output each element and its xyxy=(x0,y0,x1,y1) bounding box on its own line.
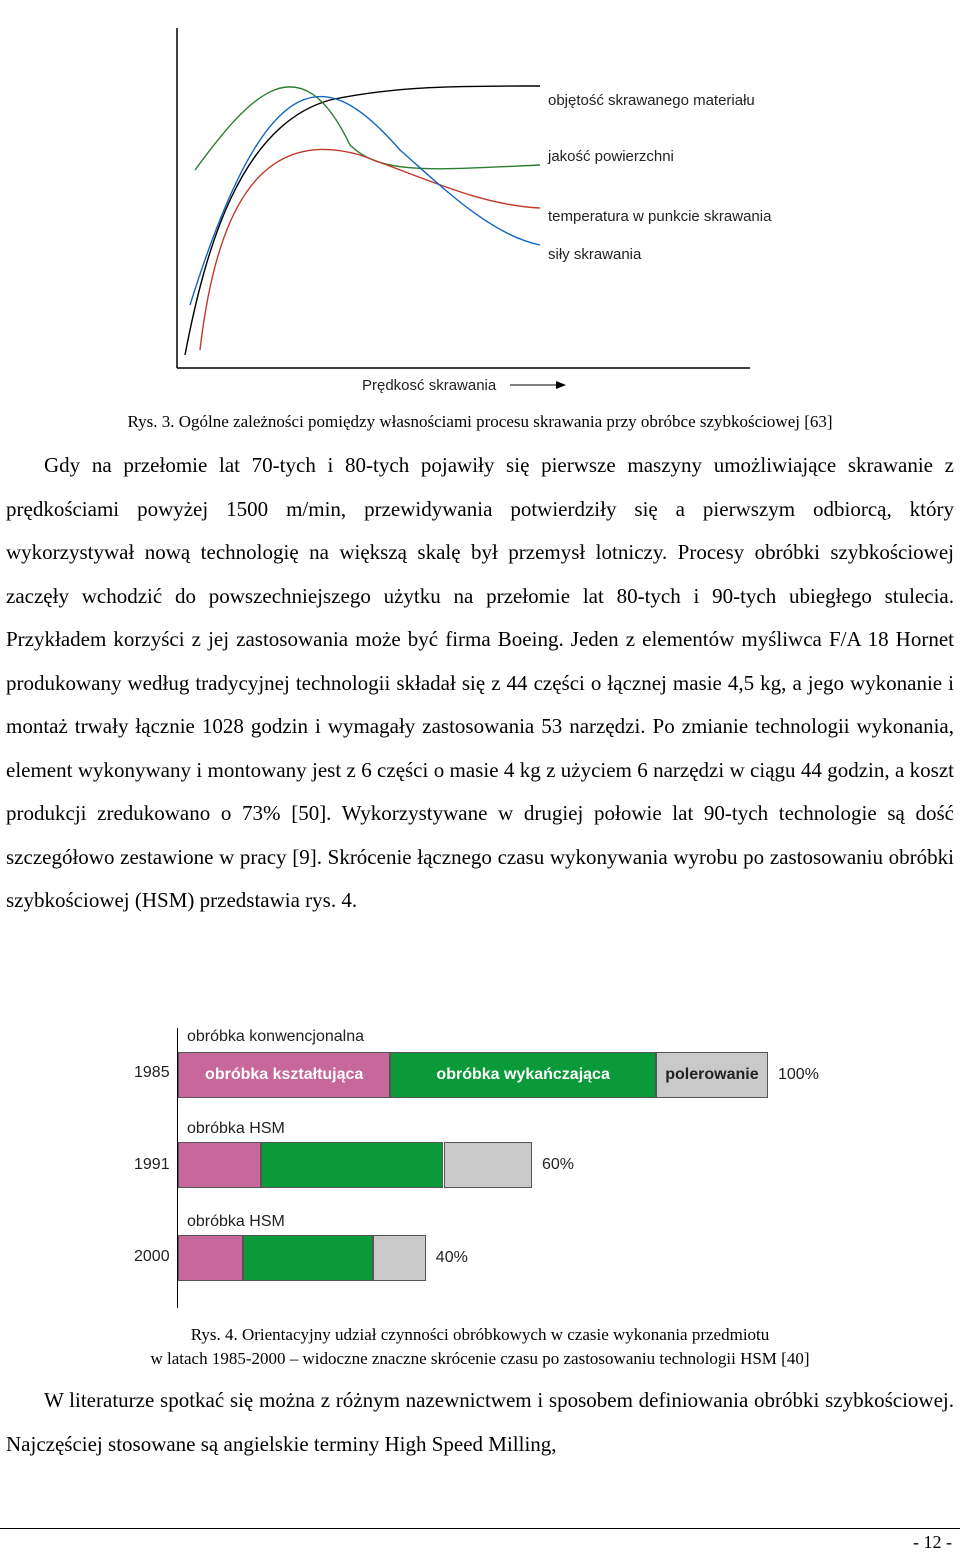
group-label-hsm-1991: obróbka HSM xyxy=(187,1120,285,1137)
fig3-xlabel: Prędkosć skrawania xyxy=(362,377,497,394)
fig3-xlabel-arrow-head xyxy=(556,381,566,389)
bar-2000-shaping xyxy=(178,1235,243,1281)
bar-1991-finishing xyxy=(261,1142,444,1188)
page-number: - 12 - xyxy=(913,1532,952,1552)
total-label-2000: 40% xyxy=(435,1249,468,1266)
segment-label-polishing: polerowanie xyxy=(665,1066,759,1083)
paragraph-2-container xyxy=(6,1379,954,1466)
group-label-hsm-2000: obróbka HSM xyxy=(187,1213,285,1230)
fig3-curve-temperature xyxy=(200,149,540,350)
bar-1985-shaping xyxy=(178,1052,390,1098)
segment-label-shaping: obróbka kształtująca xyxy=(205,1066,364,1083)
bar-2000-polishing xyxy=(373,1235,426,1281)
bar-1985-polishing xyxy=(656,1052,768,1098)
fig4-caption-line-2: w latach 1985-2000 – widoczne znaczne skrócenie czasu po zastosowaniu technologii HSM [40] xyxy=(150,1349,810,1368)
fig3-chart xyxy=(0,0,960,400)
fig3-legend-quality: jakość powierzchni xyxy=(548,148,674,165)
bar-2000-finishing xyxy=(243,1235,373,1281)
year-label-1985: 1985 xyxy=(134,1064,170,1081)
group-label-conventional: obróbka konwencjonalna xyxy=(187,1028,365,1045)
fig3-curve-forces xyxy=(190,97,540,305)
segment-label-finishing: obróbka wykańczająca xyxy=(436,1066,610,1083)
fig3-legend-forces: siły skrawania xyxy=(548,246,642,263)
fig3-curve-volume xyxy=(185,86,540,355)
fig3-legend-temperature: temperatura w punkcie skrawania xyxy=(548,208,772,225)
bar-1991-polishing xyxy=(444,1142,533,1188)
footer-divider xyxy=(0,1528,960,1529)
fig3-legend-volume: objętość skrawanego materiału xyxy=(548,92,755,109)
total-label-1991: 60% xyxy=(542,1156,575,1173)
bar-1991-shaping xyxy=(178,1142,261,1188)
paragraph-2: W literaturze spotkać się można z różnym nazewnictwem i sposobem definiowania obróbki szybkościowej. Najczęściej stosowane są angielskie terminy High Speed Milling, xyxy=(6,1388,954,1456)
paragraph-1-container xyxy=(6,444,954,923)
total-label-1985: 100% xyxy=(778,1066,819,1083)
year-label-2000: 2000 xyxy=(134,1248,170,1265)
fig4-chart xyxy=(0,1020,960,1320)
fig4-caption-line-1: Rys. 4. Orientacyjny udział czynności obróbkowych w czasie wykonania przedmiotu xyxy=(190,1325,770,1344)
fig3-caption: Rys. 3. Ogólne zależności pomiędzy własnościami procesu skrawania przy obróbce szybkościowej [63] xyxy=(127,412,833,431)
paragraph-1: Gdy na przełomie lat 70-tych i 80-tych pojawiły się pierwsze maszyny umożliwiające skrawanie z prędkościami powyżej 1500 m/min, przewidywania potwierdziły się a pierwszym odbiorcą, który wykorzystywał nową technologię na większą skalę był przemysł lotniczy. Procesy obróbki szybkościowej zaczęły wchodzić do powszechniejszego użytku na przełomie lat 80-tych i 90-tych ubiegłego stulecia. Przykładem korzyści z jej zastosowania może być firma Boeing. Jeden z elementów myśliwca F/A 18 Hornet produkowany według tradycyjnej technologii składał się z 44 części o łącznej masie 4,5 kg, a jego wykonanie i montaż trwały łącznie 1028 godzin i wymagały zastosowania 53 narzędzi. Po zmianie technologii wykonania, element wykonywany i montowany jest z 6 części o masie 4 kg z użyciem 6 narzędzi w ciągu 44 godzin, a koszt produkcji zredukowano o 73% [50]. Wykorzystywane w drugiej połowie lat 90-tych technologie są dość szczegółowo zestawione w pracy [9]. Skrócenie łącznego czasu wykonywania wyrobu po zastosowaniu obróbki szybkościowej (HSM) przedstawia rys. 4. xyxy=(6,453,954,912)
year-label-1991: 1991 xyxy=(134,1156,170,1173)
bar-1985-finishing xyxy=(390,1052,656,1098)
